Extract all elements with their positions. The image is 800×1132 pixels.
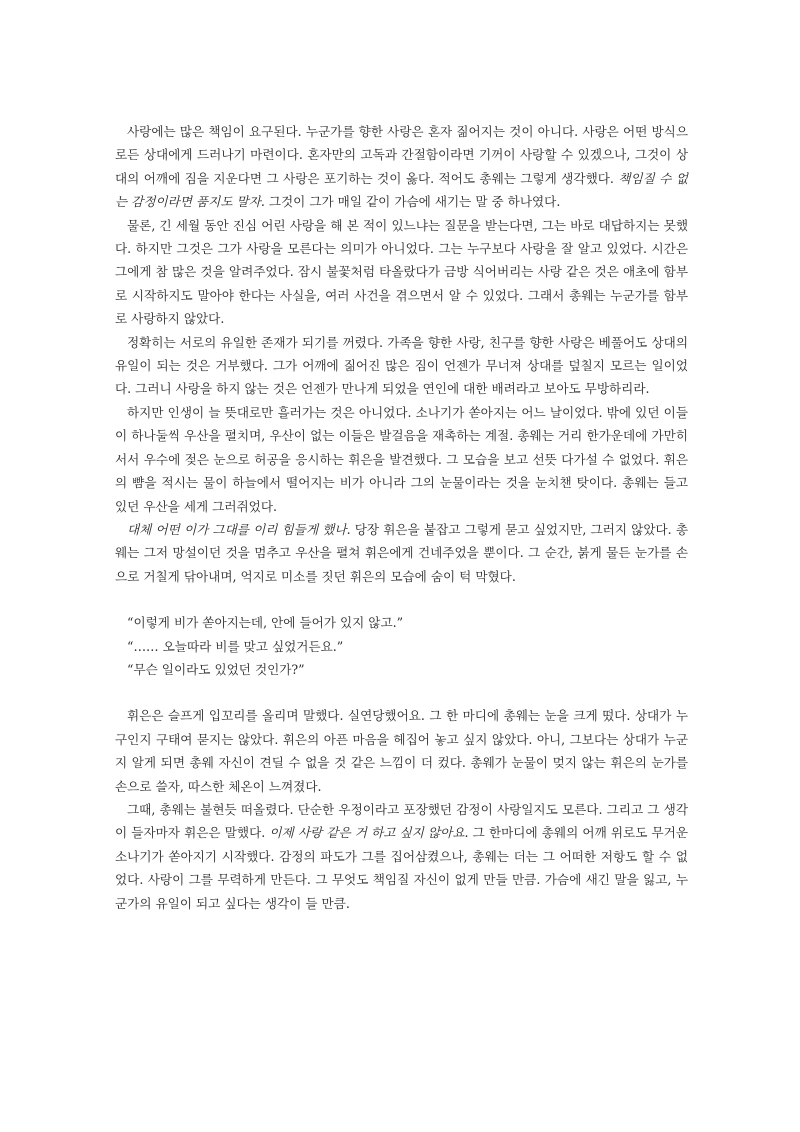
dialogue-line-2: “…… 오늘따라 비를 맞고 싶었거든요.” [127, 638, 344, 654]
paragraph-7-text-1: 그때, 총웨는 불현듯 떠올렸다. 단순한 우정이라고 포장했던 감정이 사랑일지도 모른다. 그리고 그 생각이 들자마자 휘은은 말했다. [115, 801, 688, 841]
paragraph-4-text: 하지만 인생이 늘 뜻대로만 흘러가는 것은 아니었다. 소나기가 쏟아지는 어느 날이었다. 밖에 있던 이들이 하나둘씩 우산을 펼치며, 우산이 없는 이들은 발걸음을 재촉하는 계절. 총웨는 거리 한가운데에 가만히 서서 우수에 젖은 눈으로 허공을 응시하는 휘은을 발견했다. 그 모습을 보고 선뜻 다가설 수 없었다. 휘은의 뺨을 적시는 물이 하늘에서 떨어지는 비가 아니라 그의 눈물이라는 것을 눈치챈 탓이다. 총웨는 들고 있던 우산을 세게 그러쥐었다. [115, 404, 688, 514]
paragraph-7 [115, 798, 688, 915]
paragraph-5-text: 당장 휘은을 붙잡고 그렇게 묻고 싶었지만, 그러지 않았다. 총웨는 그저 망설이던 것을 멈추고 우산을 펼쳐 휘은에게 건네주었을 뿐이다. 그 순간, 붉게 물든 눈가를 손으로 거칠게 닦아내며, 억지로 미소를 짓던 휘은의 모습에 숨이 턱 막혔다. [115, 521, 689, 584]
paragraph-2-text: 물론, 긴 세월 동안 진심 어린 사랑을 해 본 적이 있느냐는 질문을 받는다면, 그는 바로 대답하지는 못했다. 하지만 그것은 그가 사랑을 모른다는 의미가 아니었다. 그는 누구보다 사랑을 잘 알고 있었다. 시간은 그에게 참 많은 것을 알려주었다. 잠시 불꽃처럼 타올랐다가 금방 식어버리는 사랑 같은 것은 애초에 함부로 시작하지도 말아야 한다는 사실을, 여러 사건을 겪으면서 알 수 있었다. 그래서 총웨는 누군가를 함부로 사랑하지 않았다. [115, 217, 688, 327]
paragraph-5 [115, 518, 688, 588]
paragraph-3-text: 정확히는 서로의 유일한 존재가 되기를 꺼렸다. 가족을 향한 사랑, 친구를 향한 사랑은 베풀어도 상대의 유일이 되는 것은 거부했다. 그가 어깨에 짊어진 많은 짐이 언젠가 무너져 상대를 덮칠지 모르는 일이었다. 그러니 사랑을 하지 않는 것은 언젠가 만나게 되었을 연인에 대한 배려라고 보아도 무방하리라. [115, 334, 688, 397]
paragraph-5-italic: 대체 어떤 이가 그대를 이리 힘들게 했나. [127, 521, 351, 537]
paragraph-1 [115, 120, 688, 214]
paragraph-4 [115, 401, 688, 518]
body-paragraphs [115, 120, 688, 588]
paragraph-7-italic: 이제 사랑 같은 거 하고 싶지 않아요. [269, 825, 469, 841]
paragraph-6-text: 휘은은 슬프게 입꼬리를 올리며 말했다. 실연당했어요. 그 한 마디에 총웨는 눈을 크게 떴다. 상대가 누구인지 구태여 묻지는 않았다. 휘은의 아픈 마음을 헤집어 놓고 싶지 않았다. 아니, 그보다는 상대가 누군지 알게 되면 총웨 자신이 견딜 수 없을 것 같은 느낌이 더 컸다. 총웨가 눈물이 멎지 않는 휘은의 눈가를 손으로 쓸자, 따스한 체온이 느껴졌다. [115, 708, 688, 794]
dialogue-line-1: “이렇게 비가 쏟아지는데, 안에 들어가 있지 않고.” [127, 615, 404, 631]
paragraph-2 [115, 214, 688, 331]
document-page [115, 120, 688, 915]
dialogue-line-3: “무슨 일이라도 있었던 것인가?” [127, 661, 305, 677]
paragraph-6 [115, 704, 688, 798]
paragraph-1-text-1: 사랑에는 많은 책임이 요구된다. 누군가를 향한 사랑은 혼자 짊어지는 것이 아니다. 사랑은 어떤 방식으로든 상대에게 드러나기 마련이다. 혼자만의 고독과 간절함이라면 기꺼이 사랑할 수 있겠으나, 그것이 상대의 어깨에 짐을 지운다면 그 사랑은 포기하는 것이 옳다. 적어도 총웨는 그렇게 생각했다. [115, 124, 688, 186]
paragraph-1-text-2: 그것이 그가 매일 같이 가슴에 새기는 말 중 하나였다. [264, 194, 561, 210]
closing-paragraphs [115, 704, 688, 915]
paragraph-1-italic: 책임질 수 없는 감정이라면 품지도 말자. [115, 170, 688, 210]
dialogue-block [115, 611, 688, 681]
paragraph-7-text-2: 그 한마디에 총웨의 어깨 위로도 무거운 소나기가 쏟아지기 시작했다. 감정의 파도가 그를 집어삼켰으나, 총웨는 더는 그 어떠한 저항도 할 수 없었다. 사랑이 그를 무력하게 만든다. 그 무엇도 책임질 자신이 없게 만들 만큼. 가슴에 새긴 말을 잃고, 누군가의 유일이 되고 싶다는 생각이 들 만큼. [115, 825, 689, 911]
paragraph-3 [115, 331, 688, 401]
